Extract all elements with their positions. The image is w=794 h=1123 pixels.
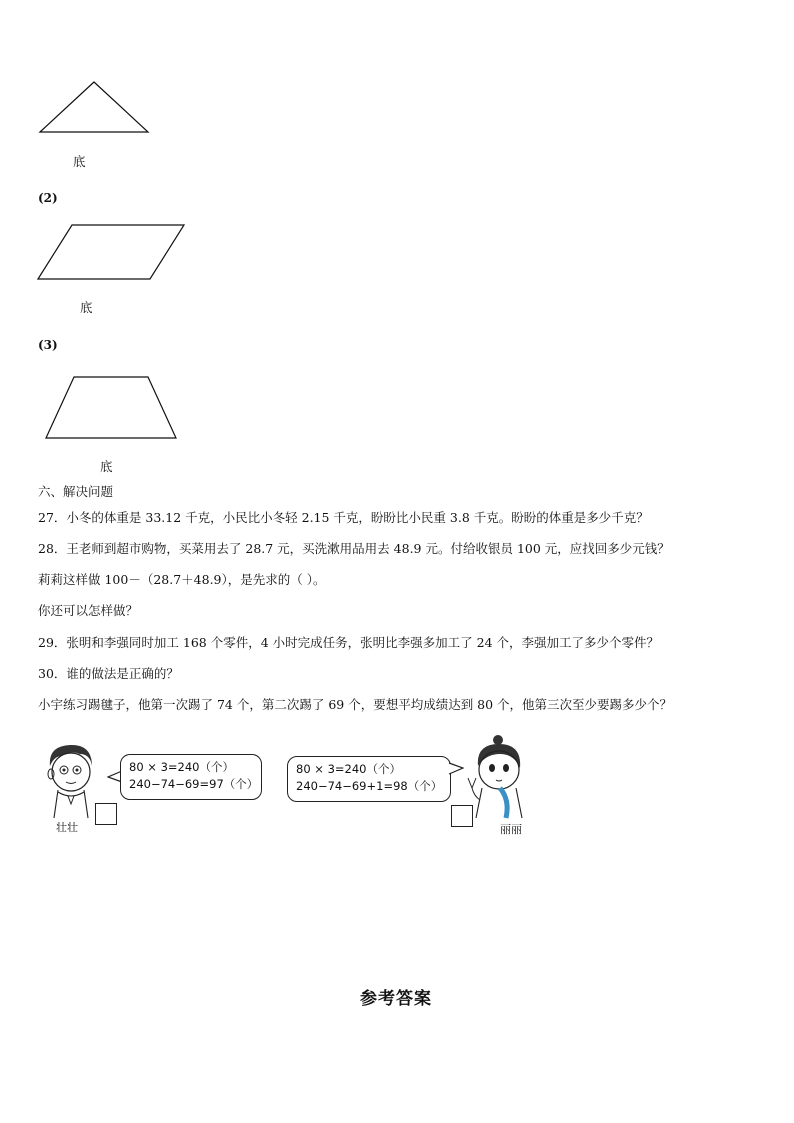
left-bubble-line2: 240−74−69=97（个） xyxy=(129,777,259,791)
left-answer-box[interactable] xyxy=(95,803,117,825)
right-bubble-tail xyxy=(448,762,464,776)
right-bubble-line2: 240−74−69+1=98（个） xyxy=(296,779,443,793)
triangle-figure xyxy=(36,78,152,136)
trapezoid-number: (3) xyxy=(38,338,58,352)
right-bubble-line1: 80 × 3=240（个） xyxy=(296,762,401,776)
right-character-name: 丽丽 xyxy=(500,823,522,836)
trapezoid-figure xyxy=(44,374,180,442)
left-bubble-line1: 80 × 3=240（个） xyxy=(129,760,234,774)
boy-character-icon xyxy=(40,740,102,820)
parallelogram-figure xyxy=(36,222,188,282)
question-28: 28．王老师到超市购物，买菜用去了 28.7 元，买洗漱用品用去 48.9 元。付给收银员 100 元，应找回多少元钱？ xyxy=(38,541,670,556)
left-speech-bubble xyxy=(120,754,262,800)
question-30: 30．谁的做法是正确的？ xyxy=(38,666,179,681)
parallelogram-number: (2) xyxy=(38,191,58,205)
question-29: 29．张明和李强同时加工 168 个零件，4 小时完成任务，张明比李强多加工了 24 个，李强加工了多少个零件？ xyxy=(38,635,659,650)
triangle-base-label: 底 xyxy=(73,154,86,169)
question-28-sub1: 莉莉这样做 100－（28.7＋48.9），是先求的（ ）。 xyxy=(38,572,326,587)
question-27: 27．小冬的体重是 33.12 千克，小民比小冬轻 2.15 千克，盼盼比小民重 3.8 千克。盼盼的体重是多少千克？ xyxy=(38,510,649,525)
right-speech-bubble xyxy=(287,756,451,802)
answer-section-title: 参考答案 xyxy=(360,989,432,1009)
left-character-name: 壮壮 xyxy=(56,821,78,834)
parallelogram-base-label: 底 xyxy=(80,300,93,315)
question-30-description: 小宇练习踢毽子，他第一次踢了 74 个，第二次踢了 69 个，要想平均成绩达到 80 个，他第三次至少要踢多少个？ xyxy=(38,697,673,712)
girl-character-icon xyxy=(466,730,532,822)
section-title: 六、解决问题 xyxy=(38,484,114,499)
trapezoid-base-label: 底 xyxy=(100,459,113,474)
question-28-sub2: 你还可以怎样做？ xyxy=(38,603,139,618)
